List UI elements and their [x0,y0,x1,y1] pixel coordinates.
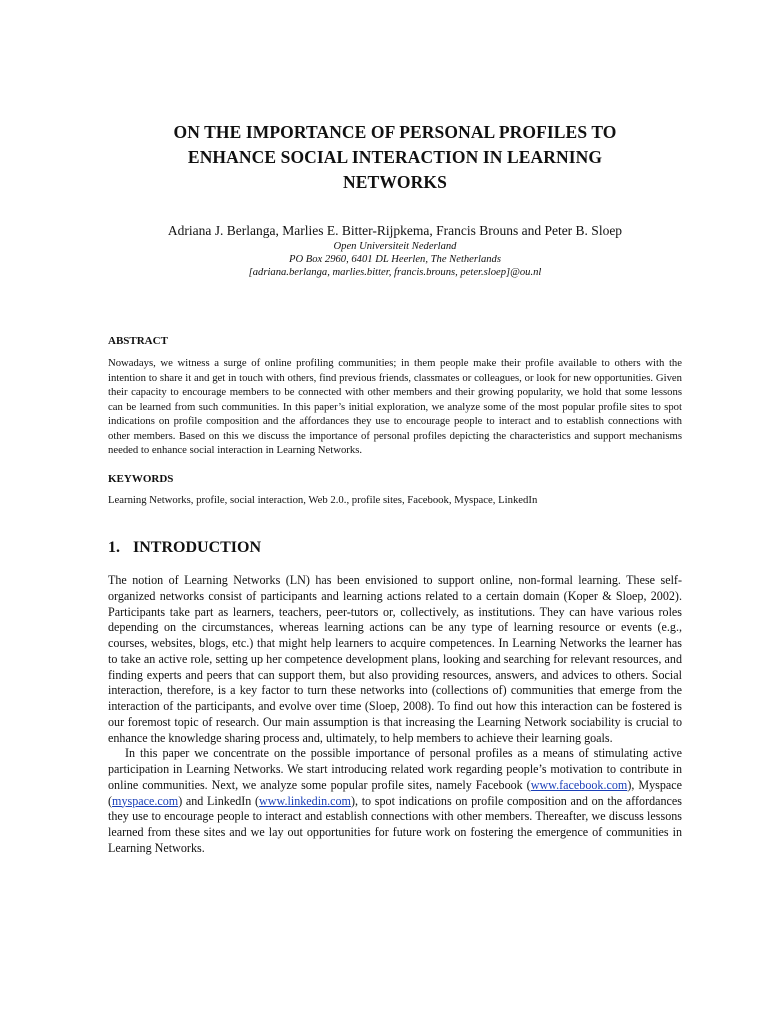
myspace-link[interactable]: myspace.com [112,793,179,808]
section-title: INTRODUCTION [133,539,262,556]
paragraph [108,746,682,856]
paragraph-text: ) and LinkedIn ( [178,793,260,808]
section-heading-introduction [108,538,261,558]
section-number: 1. [108,539,120,556]
abstract-text: Nowadays, we witness a surge of online profiling communities; in them people make their profile available to others with the intention to share it and get in touch with others, find previous friends, classmates or colleagues, or look for new opportunities. Given their capacity to encourage members to be connected with other members and their growing popularity, we hold that some lessons can be learned from such communities. In this paper’s initial exploration, we analyze some of the most popular profile sites to spot indications on profile composition and the affordances they use to encourage people to interact and to establish connections with other members. Based on this we discuss the importance of personal profiles depicting the characteristics and support mechanisms needed to enhance social interaction in Learning Networks. [108,357,682,456]
paper-title [100,120,690,195]
affiliation-emails: [adriana.berlanga, marlies.bitter, francis.brouns, peter.sloep]@ou.nl [248,267,542,278]
paragraph-text: ), to spot indications on profile composition and on the affordances they use to encourage people to interact and establish connections with other members. Thereafter, we discuss lessons learned from these sites and we lay out opportunities for future work on fostering the emergence of communities in Learning Networks. [108,793,682,855]
keywords-heading: KEYWORDS [108,473,174,485]
keywords-text: Learning Networks, profile, social interaction, Web 2.0., profile sites, Facebook, Myspace, LinkedIn [108,494,538,506]
introduction-body [108,573,682,857]
author-list: Adriana J. Berlanga, Marlies E. Bitter-Rijpkema, Francis Brouns and Peter B. Sloep [167,223,623,238]
title-line: ENHANCE SOCIAL INTERACTION IN LEARNING [187,147,603,167]
paragraph-text: In this paper we concentrate on the possible importance of personal profiles as a means of stimulating active participation in Learning Networks. We start introducing related work regarding people’s motivation to contribute in online communities. Next, we analyze some popular profile sites, namely Facebook ( [108,746,682,792]
facebook-link[interactable]: www.facebook.com [530,777,628,792]
affiliation [100,240,690,279]
paragraph: The notion of Learning Networks (LN) has been envisioned to support online, non-formal learning. These self-organized networks consist of participants and learning actions related to a certain domain (Koper & Sloep, 2002). Participants take part as learners, teachers, peer-tutors or, collectively, as institutions. They can have various roles depending on the circumstances, whereas learning actions can be any type of learning resource or events (e.g., courses, websites, blogs, etc.) that might help learners to acquire competences. In Learning Networks the learner has to take an active role, setting up her competence development plans, looking and searching for relevant resources, and finding experts and peers that can support them, but also providing resources, answers, and advices to others. Social interaction, therefore, is a key factor to turn these networks into (collections of) communities that emerge from the interaction of the participants, and evolve over time (Sloep, 2008). To find out how this interaction can be fostered is our foremost topic of research. Our main assumption is that increasing the Learning Network sociability is crucial to enhance the knowledge sharing process and, ultimately, to help members to achieve their learning goals. [108,573,682,745]
title-line: ON THE IMPORTANCE OF PERSONAL PROFILES TO [173,122,617,142]
paragraph-text: ), Myspace ( [108,777,682,808]
title-line: NETWORKS [343,172,447,192]
linkedin-link[interactable]: www.linkedin.com [259,793,351,808]
affiliation-address: PO Box 2960, 6401 DL Heerlen, The Netherlands [289,254,501,265]
abstract-heading: ABSTRACT [108,335,168,347]
affiliation-institution: Open Universiteit Nederland [333,241,457,252]
